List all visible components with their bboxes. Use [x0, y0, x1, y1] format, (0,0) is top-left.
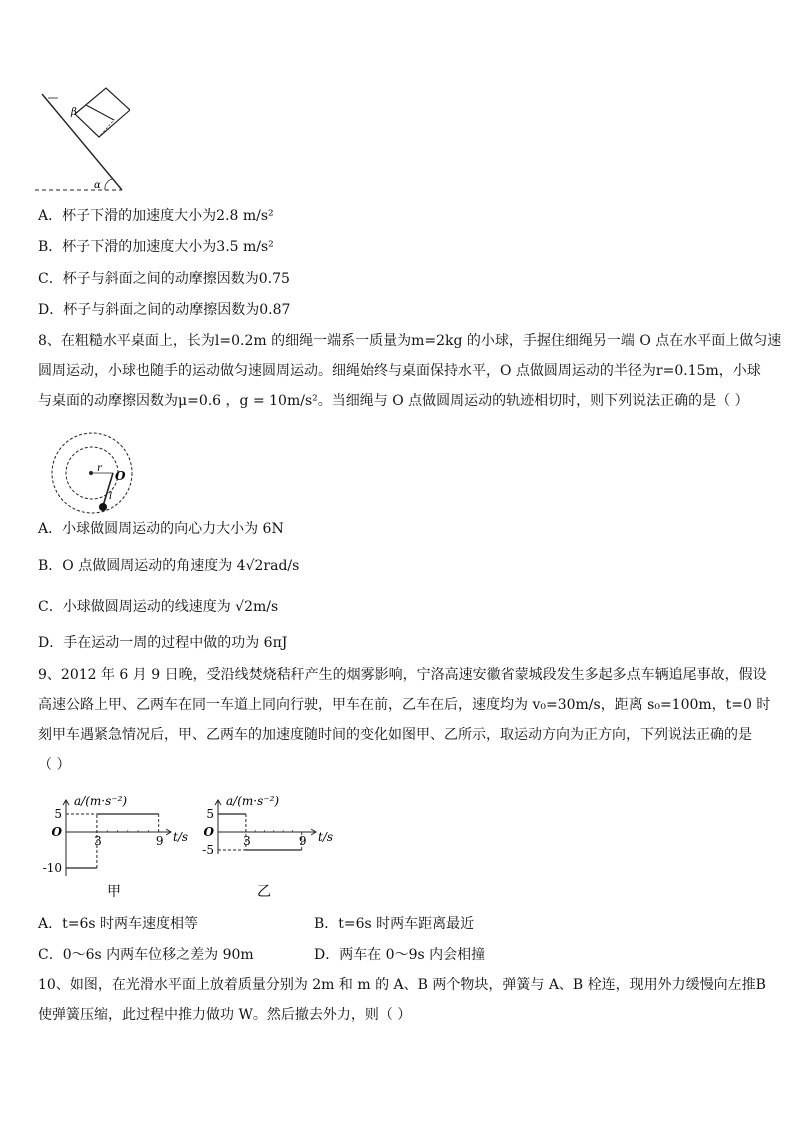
q8-stem: [38, 326, 782, 416]
q7-option-b: B．杯子下滑的加速度大小为3.5 m/s²: [38, 239, 274, 255]
graph-jia: [34, 790, 204, 902]
jia-x-tick-label: 3: [94, 834, 102, 848]
r-label: r: [97, 463, 102, 474]
jia-y-label: a/(m·s⁻²): [74, 794, 128, 808]
jia-y-tick-label: O: [51, 825, 62, 839]
incline-figure: [30, 82, 130, 194]
q8-option-c: C．小球做圆周运动的线速度为 √2m/s: [38, 599, 279, 615]
q9-option-b: B．t=6s 时两车距离最近: [314, 916, 475, 932]
q9-option-a: A．t=6s 时两车速度相等: [38, 916, 199, 932]
q8-option-a: A．小球做圆周运动的向心力大小为 6N: [38, 521, 284, 537]
q8-option-d: D．手在运动一周的过程中做的功为 6πJ: [38, 635, 288, 651]
yi-x-tick-label: 9: [298, 834, 307, 848]
q8-option-b: B．O 点做圆周运动的角速度为 4√2rad/s: [38, 558, 300, 574]
cup-body: [75, 88, 130, 137]
jia-y-tick-label: 5: [54, 807, 62, 821]
q10-stem: [38, 970, 766, 1030]
yi-y-label: a/(m·s⁻²): [226, 794, 280, 808]
yi-caption: 乙: [257, 884, 271, 900]
q7-option-c: C．杯子与斜面之间的动摩擦因数为0.75: [38, 271, 290, 287]
jia-y-tick-label: -10: [42, 861, 62, 875]
q9-option-c: C．0～6s 内两车位移之差为 90m: [38, 947, 254, 963]
yi-y-tick-label: O: [203, 825, 214, 839]
q9-option-d: D．两车在 0～9s 内会相撞: [314, 947, 486, 963]
q8-line-3: 与桌面的动摩擦因数为μ=0.6 ，g = 10m/s²。当细绳与 O 点做圆周运动的轨迹相切时，则下列说法正确的是（ ）: [38, 393, 749, 409]
q9-line-2: 高速公路上甲、乙两车在同一车道上同向行驶，甲车在前，乙车在后，速度均为 v₀=30m/s，距离 s₀=100m，t=0 时: [38, 697, 771, 713]
q9-line-3: 刻甲车遇紧急情况后，甲、乙两车的加速度随时间的变化如图甲、乙所示，取运动方向为正方向，下列说法正确的是: [38, 727, 752, 743]
circle-figure: [42, 431, 142, 517]
q10-line-2: 使弹簧压缩，此过程中推力做功 W。然后撤去外力，则（ ）: [38, 1007, 412, 1023]
jia-x-label: t/s: [173, 830, 189, 844]
q9-stem: [38, 660, 771, 780]
yi-y-tick-label: -5: [202, 843, 214, 857]
l-label: l: [109, 491, 113, 502]
q7-option-d: D．杯子与斜面之间的动摩擦因数为0.87: [38, 302, 291, 318]
graph-yi: [192, 790, 342, 902]
q8-line-2: 圆周运动，小球也随手的运动做匀速圆周运动。细绳始终与桌面保持水平，O 点做圆周运动的半径为r=0.15m，小球: [38, 363, 761, 379]
alpha-label: α: [94, 180, 101, 191]
q8-line-1: 8、在粗糙水平桌面上，长为l=0.2m 的细绳一端系一质量为m=2kg 的小球，手握住细绳另一端 O 点在水平面上做匀速: [38, 333, 782, 349]
jia-x-tick-label: 9: [155, 834, 164, 848]
yi-y-tick-label: 5: [206, 807, 214, 821]
ball: [99, 503, 107, 511]
q9-line-1: 9、2012 年 6 月 9 日晚，受沿线焚烧秸秆产生的烟雾影响，宁洛高速安徽省蒙城段发生多起多点车辆追尾事故，假设: [38, 667, 767, 683]
jia-caption: 甲: [107, 884, 121, 900]
q7-option-a: A．杯子下滑的加速度大小为2.8 m/s²: [38, 208, 274, 224]
yi-x-tick-label: 3: [243, 834, 251, 848]
yi-x-label: t/s: [318, 830, 334, 844]
q10-line-1: 10、如图，在光滑水平面上放着质量分别为 2m 和 m 的 A、B 两个物块，弹簧与 A、B 栓连，现用外力缓慢向左推B: [38, 977, 766, 993]
beta-label: β: [71, 107, 77, 118]
q9-line-4: （ ）: [38, 757, 71, 773]
O-label: O: [115, 469, 126, 483]
